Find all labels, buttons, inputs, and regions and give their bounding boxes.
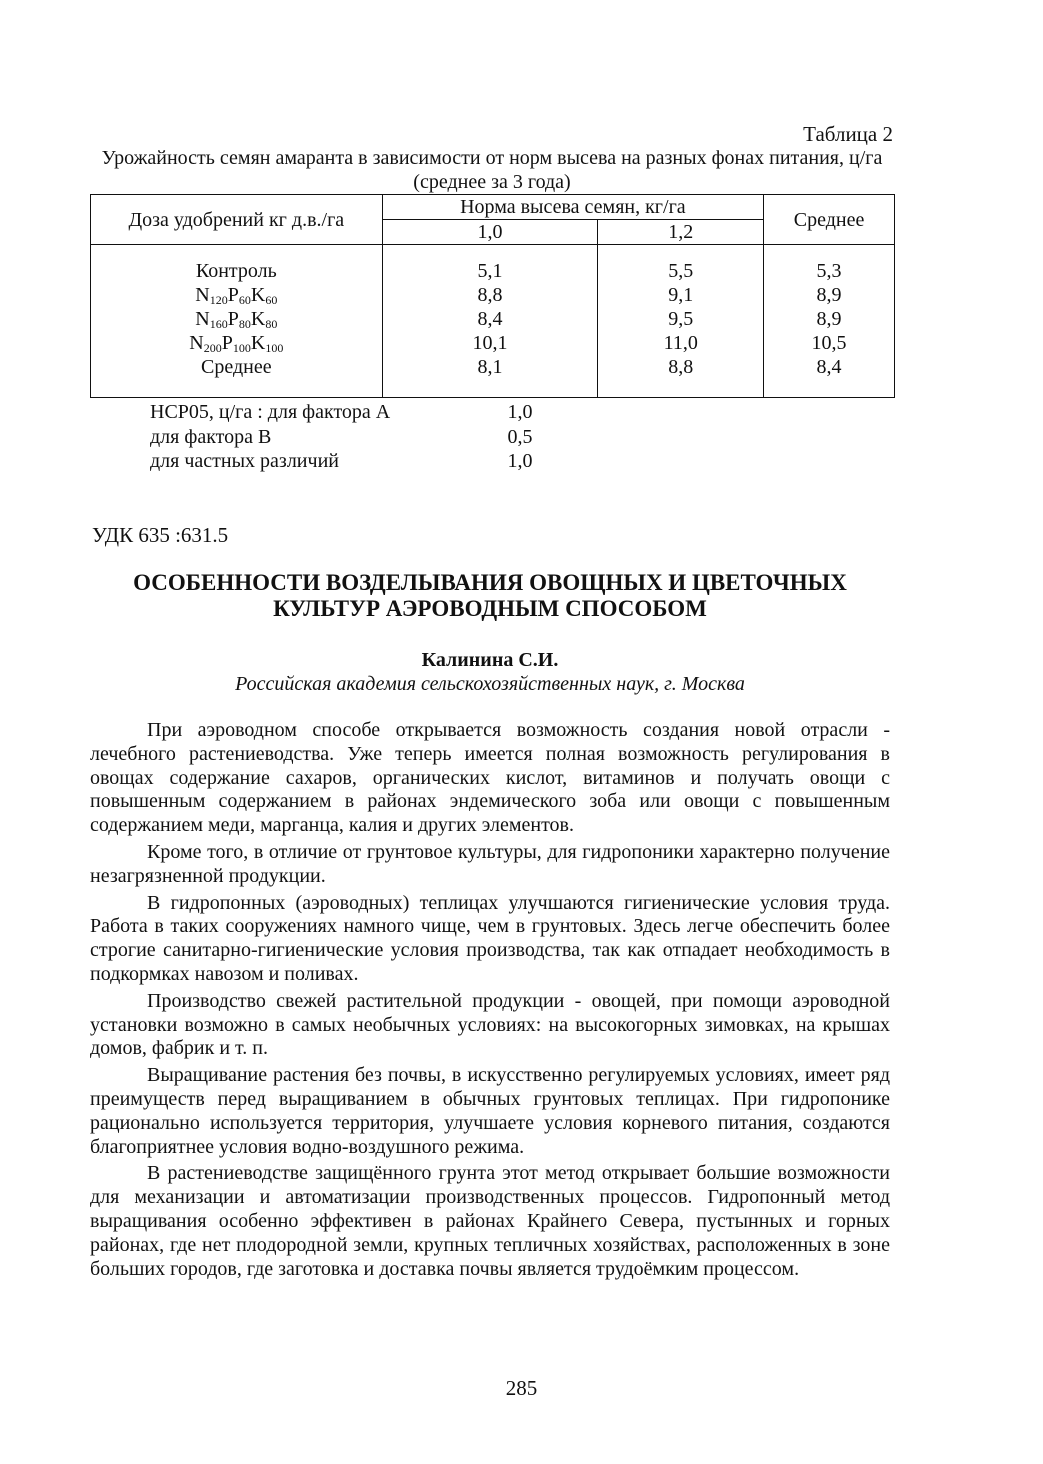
dose-column	[91, 245, 383, 398]
udk-code: УДК 635 :631.5	[92, 523, 229, 547]
value-cell: 8,1	[477, 356, 503, 378]
header-rate-2: 1,2	[598, 220, 764, 245]
mean-column	[764, 245, 895, 398]
author-affiliation: Российская академия сельскохозяйственных наук, г. Москва	[235, 673, 745, 695]
value-cell: 5,3	[816, 260, 842, 282]
lsd-label: для частных различий	[150, 450, 339, 472]
paragraph: Выращивание растения без почвы, в искусственно регулируемых условиях, имеет ряд преимуществ перед выращиванием в обычных грунтовых теплицах. При гидропонике рационально используется территория, улучшаете условия корневого питания, создаются благоприятнее условия водно-воздушного режима.	[90, 1064, 890, 1158]
dose-cell: Среднее	[201, 356, 272, 378]
lsd-row	[150, 425, 540, 450]
paragraph: В растениеводстве защищённого грунта этот метод открывает большие возможности для механизации и автоматизации производственных процессов. Гидропонный метод выращивания особенно эффективен в районах Крайнего Севера, пустынных и горных районах, где нет плодородной земли, крупных тепличных хозяйствах, расположенных в зоне больших городов, где заготовка и доставка почвы является трудоёмким процессом.	[90, 1162, 890, 1280]
title-line: КУЛЬТУР АЭРОВОДНЫМ СПОСОБОМ	[273, 596, 707, 621]
value-cell: 8,8	[477, 284, 503, 306]
dose-cell: $N_{200}P_{100}K_{100}$	[189, 332, 284, 355]
lsd-label: НСР05, ц/га : для фактора А	[150, 401, 391, 423]
value-cell: 8,4	[816, 356, 842, 378]
lsd-label: для фактора В	[150, 425, 272, 448]
paragraph: В гидропонных (аэроводных) теплицах улучшаются гигиенические условия труда. Работа в таких сооружениях намного чище, чем в грунтовых. Здесь легче обеспечить более строгие санитарно-гигиенические условия производства, так как отпадает необходимость в подкормках навозом и поливах.	[90, 891, 890, 985]
value-cell: 5,1	[477, 260, 503, 282]
value-cell: 8,4	[477, 308, 503, 330]
value-cell: 8,9	[816, 308, 842, 330]
value-cell: 8,8	[668, 356, 694, 378]
page-number: 285	[505, 1376, 538, 1400]
value-cell: 10,1	[472, 332, 508, 354]
author-name: Калинина С.И.	[421, 649, 559, 671]
lsd-row	[150, 449, 540, 474]
title-line: ОСОБЕННОСТИ ВОЗДЕЛЫВАНИЯ ОВОЩНЫХ И ЦВЕТОЧНЫХ	[133, 570, 847, 595]
dose-cell: $N_{160}P_{80}K_{80}$	[195, 308, 278, 331]
article-body	[90, 719, 890, 1284]
value-cell: 10,5	[811, 332, 847, 354]
header-rate-1: 1,0	[382, 220, 598, 245]
dose-cell: Контроль	[195, 260, 277, 282]
lsd-value: 1,0	[507, 401, 533, 423]
value-cell: 8,9	[816, 284, 842, 306]
value-cell: 9,5	[668, 308, 694, 330]
lsd-value: 1,0	[507, 450, 533, 472]
lsd-row	[150, 400, 540, 425]
value-cell: 11,0	[663, 332, 698, 354]
paragraph: Кроме того, в отличие от грунтовое культуры, для гидропоники характерно получение незагрязненной продукции.	[90, 840, 890, 887]
value-cell: 9,1	[668, 284, 694, 306]
rate-2-column	[598, 245, 764, 398]
yield-table	[90, 194, 895, 398]
paragraph: При аэроводном способе открывается возможность создания новой отрасли - лечебного растениеводства. Уже теперь имеется полная возможность регулирования в овощах содержание сахаров, органических кислот, витаминов и получать овощи с повышенным содержанием в районах эндемического зоба или овощи с повышенным содержанием меди, марганца, калия и других элементов.	[90, 719, 890, 837]
paragraph: Производство свежей растительной продукции - овощей, при помощи аэроводной установки возможно в самых необычных условиях: на высокогорных зимовках, на крышах домов, фабрик и т. п.	[90, 989, 890, 1060]
dose-cell: $N_{120}P_{60}K_{60}$	[195, 284, 278, 307]
lsd-value: 0,5	[507, 425, 533, 448]
table-label: Таблица 2	[803, 122, 893, 146]
header-dose: Доза удобрений кг д.в./га	[91, 195, 383, 245]
table-caption: Урожайность семян амаранта в зависимости от норм высева на разных фонах питания, ц/га (среднее за 3 года)	[101, 147, 883, 193]
value-cell: 5,5	[668, 260, 694, 282]
lsd-notes	[150, 400, 540, 474]
article-title	[90, 570, 890, 622]
header-rate: Норма высева семян, кг/га	[382, 195, 763, 220]
rate-1-column	[382, 245, 598, 398]
header-mean: Среднее	[764, 195, 895, 245]
